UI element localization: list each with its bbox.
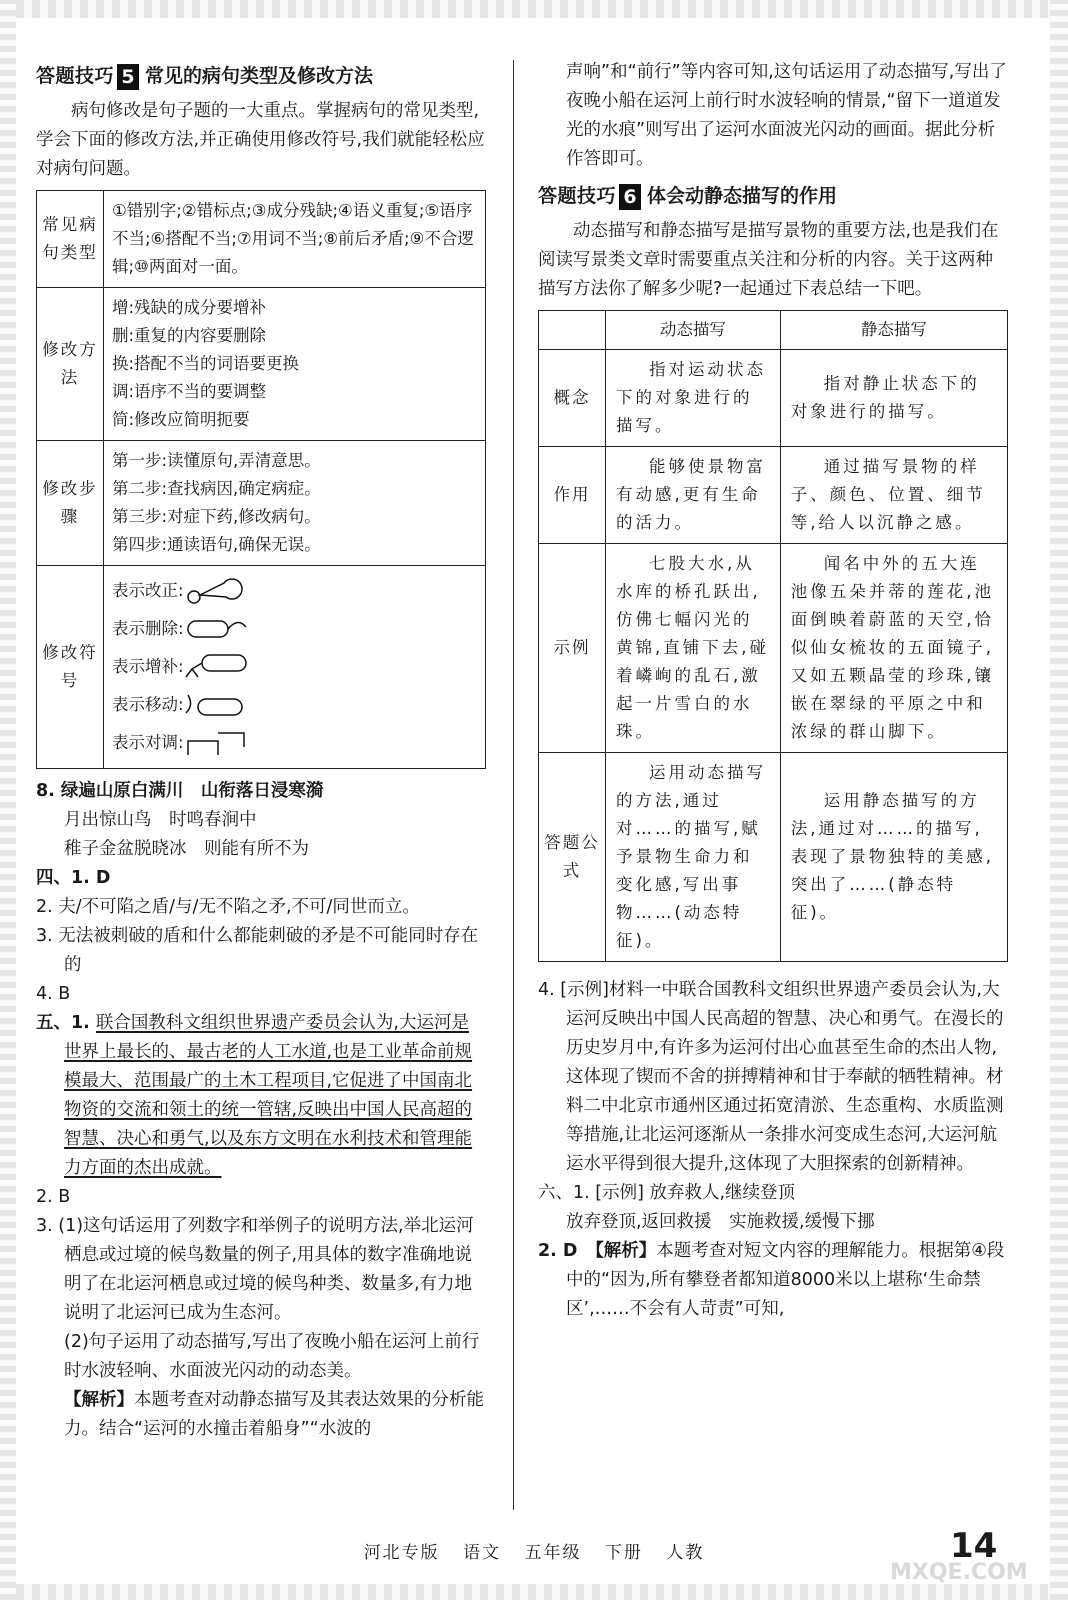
dynamic-cell: 指对运动状态下的对象进行的描写。 <box>606 350 781 447</box>
correction-mark-icon <box>184 577 254 605</box>
page-border-bottom <box>0 1584 1068 1600</box>
row-content <box>104 191 486 288</box>
answer-8-line3: 稚子金盆脱晓冰 则能有所不为 <box>64 839 309 859</box>
tip6-table <box>538 310 1008 962</box>
answer-6-2 <box>538 1237 1008 1324</box>
tip6-title: 体会动静态描写的作用 <box>647 185 838 207</box>
jiexi-text: 本题考查对短文内容的理解能力。根据第④段中的“因为,所有攀登者都知道8000米以上堪称‘生命禁区’,……不会有人苛责”可知, <box>566 1241 1005 1319</box>
table-row <box>37 191 486 288</box>
jiexi-label: 【解析】 <box>64 1390 134 1410</box>
answer-4-1: 四、1. D <box>36 868 111 888</box>
tip6-label: 答题技巧 <box>538 185 617 207</box>
content-line: 增:残缺的成分要增补 <box>112 298 267 317</box>
row-category: 示例 <box>539 544 606 753</box>
right-answers <box>538 976 1008 1324</box>
row-category: 修改步骤 <box>37 441 104 566</box>
table-row <box>539 544 1008 753</box>
left-answers <box>36 777 486 1444</box>
tip5-label: 答题技巧 <box>36 65 115 87</box>
table-row <box>539 350 1008 447</box>
tip5-heading <box>36 62 486 91</box>
row-category: 概念 <box>539 350 606 447</box>
move-mark-icon <box>184 691 254 719</box>
row-category: 答题公式 <box>539 753 606 962</box>
right-column <box>538 58 1008 1324</box>
symbol-row <box>112 686 477 724</box>
footer-grade: 五年级 <box>524 1543 582 1563</box>
table-row <box>37 288 486 441</box>
jiexi-label: 【解析】 <box>594 1241 657 1261</box>
content-line: 调:语序不当的要调整 <box>112 382 267 401</box>
answer-5-3b: (2)句子运用了动态描写,写出了夜晚小船在运河上前行时水波轻响、水面波光闪动的动态美。 <box>64 1332 480 1381</box>
page-number: 14 <box>950 1526 998 1566</box>
symbol-label: 表示对调: <box>112 733 184 752</box>
dynamic-cell: 七股大水,从水库的桥孔跃出,仿佛七幅闪光的黄锦,直铺下去,碰着嶙峋的乱石,激起一片雪白的水珠。 <box>606 544 781 753</box>
row-content <box>104 288 486 441</box>
answer-5-3c <box>36 1386 486 1444</box>
watermark: MXQE.COM <box>890 1560 1028 1585</box>
page-border-top <box>0 0 1068 18</box>
table-row <box>37 441 486 566</box>
tip5-number: 5 <box>117 64 139 90</box>
symbol-label: 表示删除: <box>112 619 184 638</box>
table-header-row <box>539 311 1008 350</box>
answer-8-line2: 月出惊山鸟 时鸣春涧中 <box>64 810 257 830</box>
table-row <box>37 566 486 769</box>
footer-edition: 河北专版 <box>363 1543 440 1563</box>
right-continuation: 声响”和“前行”等内容可知,这句话运用了动态描写,写出了夜晚小船在运河上前行时水波轻响的情景,“留下一道道发光的水痕”则写出了运河水面波光闪动的画面。据此分析作答即可。 <box>566 62 1007 169</box>
row-category: 常见病句类型 <box>37 191 104 288</box>
column-divider <box>513 60 514 1510</box>
answer-5-3a: 3. (1)这句话运用了列数字和举例子的说明方法,举北运河栖息或过境的候鸟数量的例子,用具体的数字准确地说明了在北运河栖息或过境的候鸟种类、数量多,有力地说明了北运河已成为生态河。 <box>36 1216 474 1323</box>
page-border-right <box>1050 0 1068 1600</box>
content-line: 第一步:读懂原句,弄清意思。 <box>112 451 321 470</box>
answer-5-1-prefix: 五、1. <box>36 1013 96 1033</box>
answer-8-line1: 8. 绿遍山原白满川 山衔落日浸寒漪 <box>36 781 324 801</box>
tip6-number: 6 <box>619 184 641 210</box>
content-line: 换:搭配不当的词语要更换 <box>112 354 300 373</box>
static-cell: 指对静止状态下的对象进行的描写。 <box>780 350 1007 447</box>
table-row <box>539 447 1008 544</box>
content-line: 简:修改应简明扼要 <box>112 410 250 429</box>
answer-4-4: 4. B <box>36 984 71 1004</box>
jiexi-text: 本题考查对动静态描写及其表达效果的分析能力。结合“运河的水撞击着船身”“水波的 <box>64 1390 484 1439</box>
header-dynamic: 动态描写 <box>606 311 781 350</box>
answer-5-2: 2. B <box>36 1187 71 1207</box>
symbol-label: 表示移动: <box>112 695 184 714</box>
answer-4-2: 2. 夫/不可陷之盾/与/无不陷之矛,不可/同世而立。 <box>36 897 420 917</box>
table-row <box>539 753 1008 962</box>
tip6-heading <box>538 182 1008 211</box>
static-cell: 运用静态描写的方法,通过对……的描写,表现了景物独特的美感,突出了……(静态特征)。 <box>780 753 1007 962</box>
insertion-mark-icon <box>184 653 254 681</box>
footer-subject: 语文 <box>463 1543 502 1563</box>
row-content <box>104 441 486 566</box>
answer-6-2-prefix: 2. D <box>538 1241 595 1261</box>
symbol-row <box>112 572 477 610</box>
answer-5-4: 4. [示例]材料一中联合国教科文组织世界遗产委员会认为,大运河反映出中国人民高超的智慧、决心和勇气。在漫长的历史岁月中,有许多为运河付出心血甚至生命的杰出人物,这体现了锲而不舍的拼搏精神和甘于奉献的牺牲精神。材料二中北京市通州区通过拓宽清淤、生态重构、水质监测等措施,让北运河逐渐从一条排水河变成生态河,大运河航运水平得到很大提升,这体现了大胆探索的创新精神。 <box>538 980 1004 1174</box>
symbol-row <box>112 648 477 686</box>
header-static: 静态描写 <box>780 311 1007 350</box>
answer-5-1 <box>36 1009 486 1183</box>
row-category: 修改方法 <box>37 288 104 441</box>
symbol-row <box>112 610 477 648</box>
symbol-label: 表示改正: <box>112 581 184 600</box>
symbols-content <box>104 566 486 769</box>
content-line: 删:重复的内容要删除 <box>112 326 267 345</box>
page-border-left <box>0 0 16 1600</box>
content-line: 第四步:通读语句,确保无误。 <box>112 535 321 554</box>
answer-4-3: 3. 无法被刺破的盾和什么都能刺破的矛是不可能同时存在的 <box>36 926 479 975</box>
answer-6-1: 六、1. [示例] 放弃救人,继续登顶 <box>538 1183 796 1203</box>
symbol-row <box>112 724 477 762</box>
left-column <box>36 62 486 1444</box>
static-cell: 闻名中外的五大连池像五朵并蒂的莲花,池面倒映着蔚蓝的天空,恰似仙女梳妆的五面镜子,又如五颗晶莹的珍珠,镶嵌在翠绿的平原之中和浓绿的群山脚下。 <box>780 544 1007 753</box>
content-line: 第二步:查找病因,确定病症。 <box>112 479 321 498</box>
content-line: 第三步:对症下药,修改病句。 <box>112 507 321 526</box>
row-category: 作用 <box>539 447 606 544</box>
static-cell: 通过描写景物的样子、颜色、位置、细节等,给人以沉静之感。 <box>780 447 1007 544</box>
dynamic-cell: 运用动态描写的方法,通过对……的描写,赋予景物生命力和变化感,写出事物……(动态特征)。 <box>606 753 781 962</box>
dynamic-cell: 能够使景物富有动感,更有生命的活力。 <box>606 447 781 544</box>
footer-publisher: 人教 <box>666 1543 705 1563</box>
deletion-mark-icon <box>184 615 254 643</box>
symbol-label: 表示增补: <box>112 657 184 676</box>
content-line: ①错别字;②错标点;③成分残缺;④语义重复;⑤语序不当;⑥搭配不当;⑦用词不当;⑧前后矛盾;⑨不合逻辑;⑩两面对一面。 <box>112 201 474 276</box>
tip5-intro: 病句修改是句子题的一大重点。掌握病句的常见类型,学会下面的修改方法,并正确使用修改符号,我们就能轻松应对病句问题。 <box>36 101 485 179</box>
answer-6-1b: 放弃登顶,返回救援 实施救援,缓慢下挪 <box>566 1212 875 1232</box>
row-category: 修改符号 <box>37 566 104 769</box>
tip5-title: 常见的病句类型及修改方法 <box>145 65 374 87</box>
answer-5-1-text: 联合国教科文组织世界遗产委员会认为,大运河是世界上最长的、最古老的人工水道,也是工业革命前规模最大、范围最广的土木工程项目,它促进了中国南北物资的交流和领土的统一管辖,反映出中国人民高超的智慧、决心和勇气,以及东方文明在水利技术和管理能力方面的杰出成就。 <box>64 1013 473 1178</box>
tip6-intro: 动态描写和静态描写是描写景物的重要方法,也是我们在阅读写景类文章时需要重点关注和分析的内容。关于这两种描写方法你了解多少呢?一起通过下表总结一下吧。 <box>538 221 999 299</box>
footer-volume: 下册 <box>604 1543 643 1563</box>
tip5-table <box>36 190 486 769</box>
header-empty <box>539 311 606 350</box>
swap-mark-icon <box>184 729 254 757</box>
